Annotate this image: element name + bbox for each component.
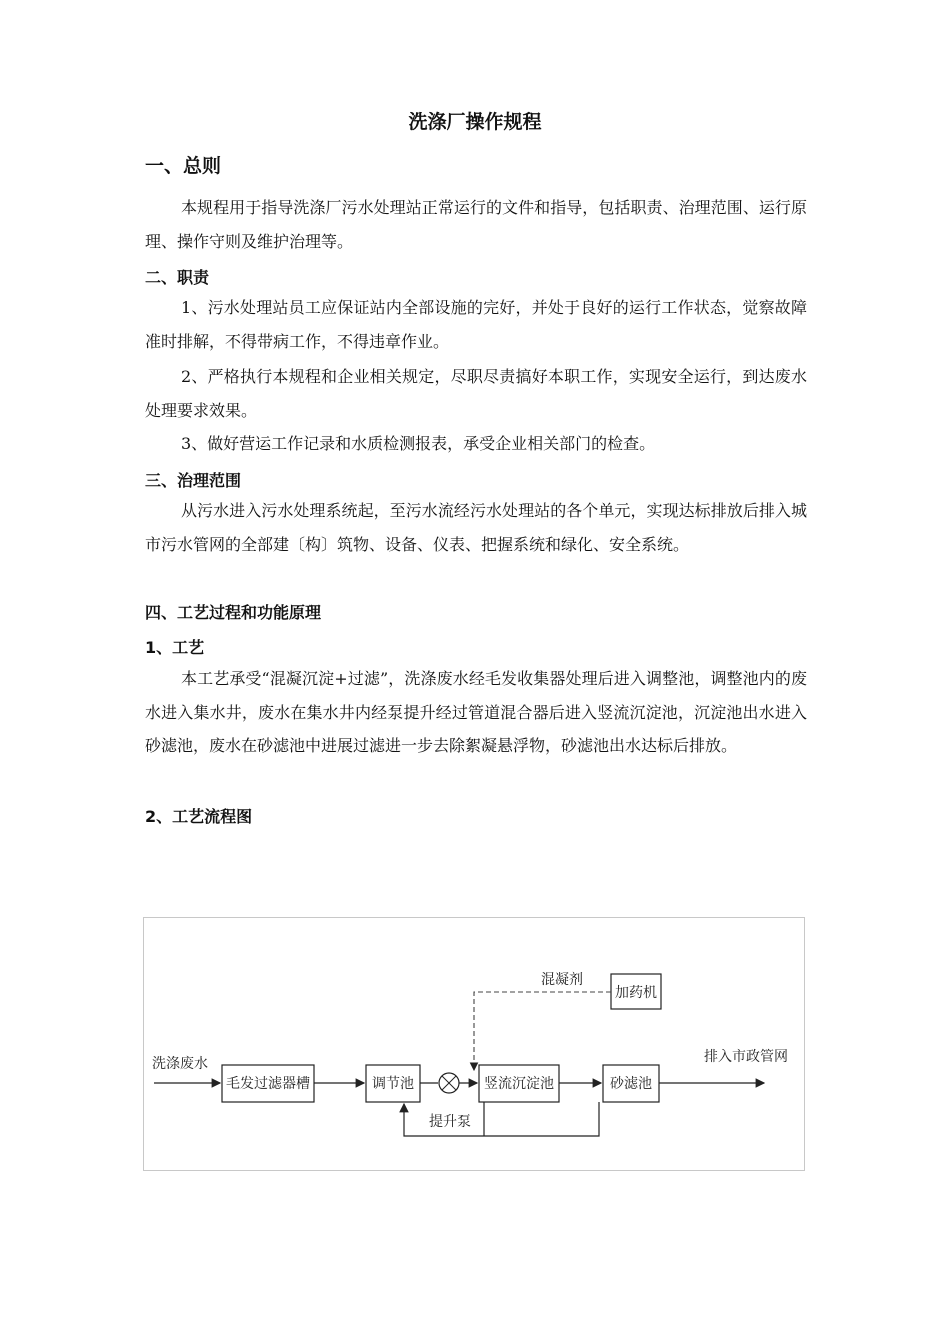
flow-input-label: 洗涤废水 — [152, 1056, 208, 1072]
page-title: 洗涤厂操作规程 — [408, 111, 542, 133]
lift-pump-icon — [439, 1073, 459, 1093]
coagulant-label: 混凝剂 — [541, 972, 583, 988]
flow-unit-dosing-machine-label: 加药机 — [615, 985, 657, 1001]
paragraph-scope: 从污水进入污水处理系统起，至污水流经污水处理站的各个单元，实现达标排放后排入城市污水管网的全部建〔构〕筑物、设备、仪表、把握系统和绿化、安全系统。 — [145, 501, 807, 554]
duty-item-3: 3、做好营运工作记录和水质检测报表，承受企业相关部门的检查。 — [181, 434, 656, 453]
flow-output-label: 排入市政管网 — [704, 1049, 788, 1065]
subsection-heading-flowchart: 2、工艺流程图 — [145, 807, 253, 826]
flow-unit-regulating-tank-label: 调节池 — [372, 1076, 414, 1092]
paragraph-process: 本工艺承受“混凝沉淀+过滤”，洗涤废水经毛发收集器处理后进入调整池，调整池内的废水进入集水井，废水在集水井内经泵提升经过管道混合器后进入竖流沉淀池，沉淀池出水进入砂滤池，废水在砂滤池中进展过滤进一步去除絮凝悬浮物，砂滤池出水达标后排放。 — [145, 669, 807, 755]
flow-unit-sand-filter-label: 砂滤池 — [610, 1076, 652, 1092]
duty-item-2: 2、严格执行本规程和企业相关规定，尽职尽责搞好本职工作，实现安全运行，到达废水处理要求效果。 — [145, 367, 807, 420]
paragraph-general: 本规程用于指导洗涤厂污水处理站正常运行的文件和指导，包括职责、治理范围、运行原理、操作守则及维护治理等。 — [145, 198, 807, 251]
process-flow-diagram — [143, 917, 805, 1171]
section-heading-general: 一、总则 — [145, 155, 222, 177]
flow-unit-sedimentation-tank-label: 竖流沉淀池 — [484, 1076, 554, 1092]
duty-item-1: 1、污水处理站员工应保证站内全部设施的完好，并处于良好的运行工作状态，觉察故障准时排解，不得带病工作，不得违章作业。 — [145, 298, 807, 351]
lift-pump-label: 提升泵 — [429, 1114, 471, 1130]
flow-unit-hair-filter-label: 毛发过滤器槽 — [226, 1076, 310, 1092]
section-heading-scope: 三、治理范围 — [145, 471, 242, 490]
section-heading-process: 四、工艺过程和功能原理 — [145, 603, 322, 622]
subsection-heading-process: 1、工艺 — [145, 638, 205, 657]
coagulant-dosing-line — [474, 992, 611, 1070]
section-heading-duties: 二、职责 — [145, 268, 210, 287]
